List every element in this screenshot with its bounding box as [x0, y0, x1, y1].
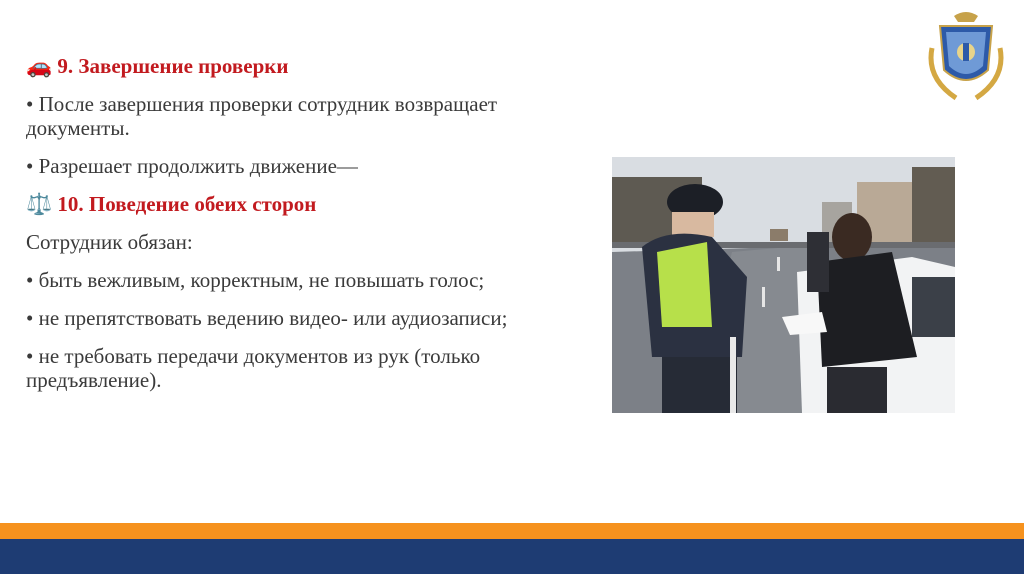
footer-bar [0, 539, 1024, 574]
section-9-title: 9. Завершение проверки [57, 54, 289, 78]
section-10-bullet: • не препятствовать ведению видео- или аудиозаписи; [26, 306, 508, 330]
section-10-title: 10. Поведение обеих сторон [57, 192, 317, 216]
academy-emblem [926, 8, 1006, 104]
section-10-intro: Сотрудник обязан: [26, 230, 193, 254]
footer-bar-accent [0, 523, 1024, 539]
section-10-heading [26, 192, 586, 216]
traffic-stop-photo [612, 157, 955, 413]
section-10-bullet: • быть вежливым, корректным, не повышать голос; [26, 268, 485, 292]
section-9-bullet: • Разрешает продолжить движение— [26, 154, 358, 178]
section-9-bullet: • После завершения проверки сотрудник возвращает документы. [26, 92, 498, 140]
section-9-heading [26, 54, 586, 78]
scales-icon: ⚖️ [26, 192, 53, 216]
car-icon: 🚗 [26, 54, 53, 78]
emblem-icon [926, 8, 1006, 104]
slide-content [26, 54, 586, 406]
section-10-bullet: • не требовать передачи документов из рук (только предъявление). [26, 344, 481, 392]
traffic-stop-illustration [612, 157, 955, 413]
